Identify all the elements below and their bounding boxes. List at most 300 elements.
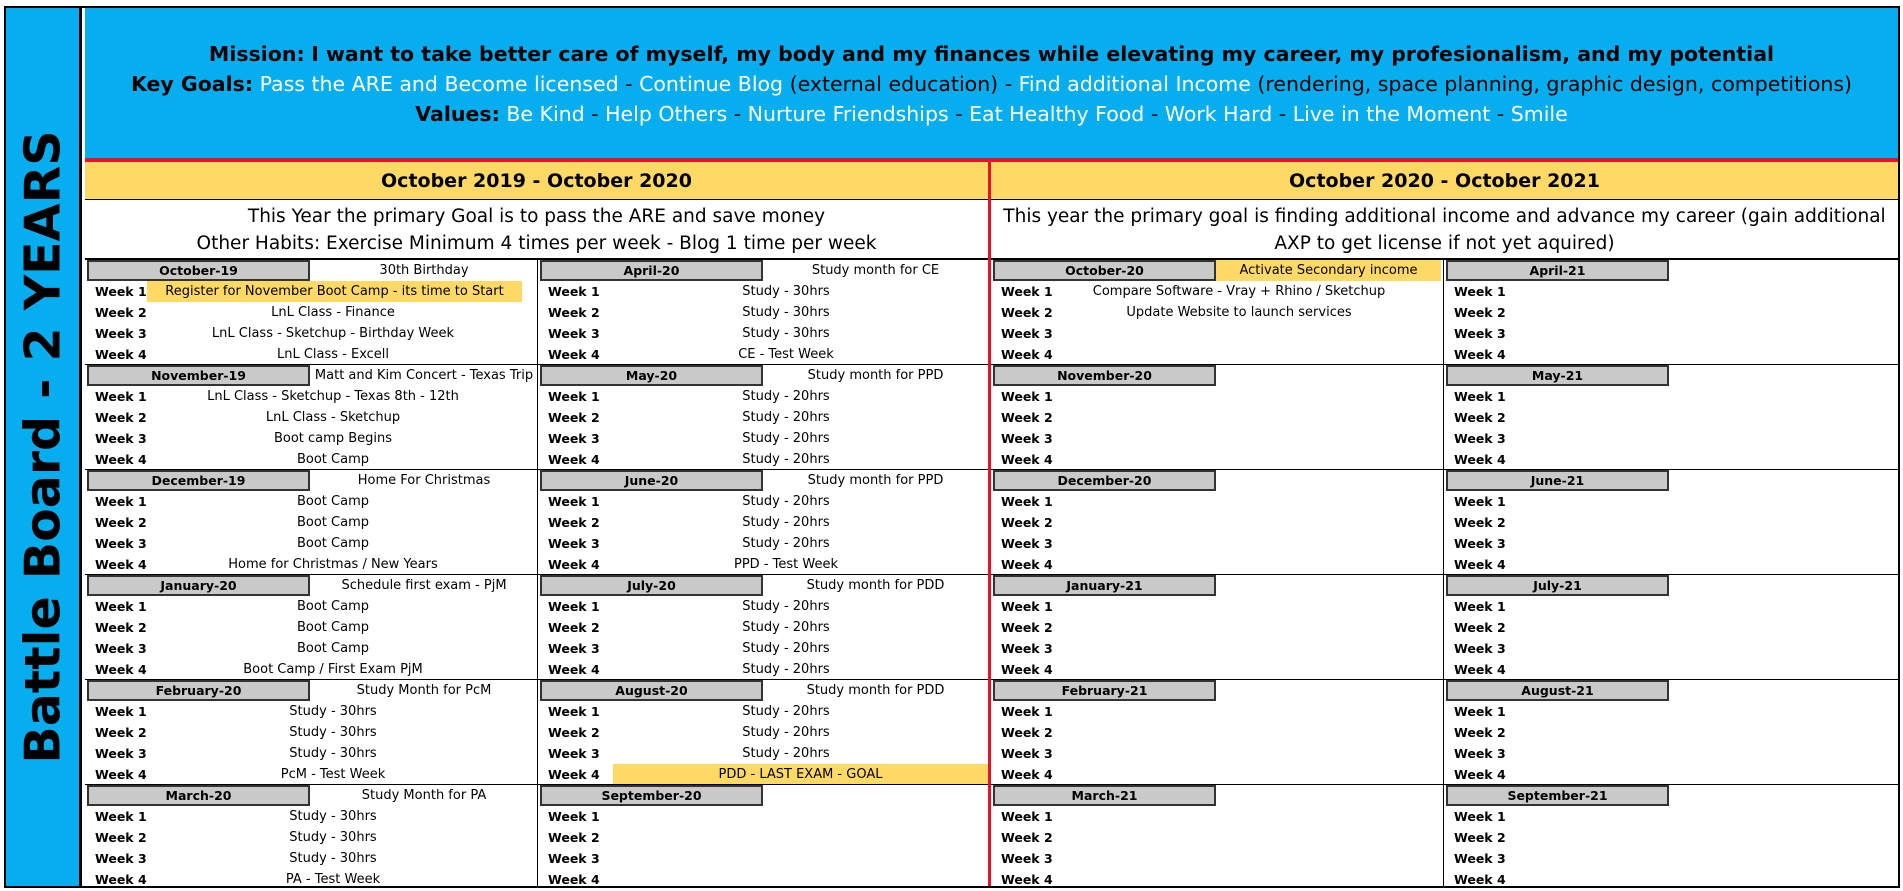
week-label: Week 1 [1454,389,1506,404]
month-name: May-21 [1446,365,1669,386]
month-block [1444,680,1898,785]
month-header [991,575,1444,596]
header-banner [85,8,1898,158]
week-label: Week 2 [1454,305,1506,320]
week-task [600,806,972,827]
month-header [991,785,1444,806]
highlight-phrase: Be Kind [506,102,585,126]
month-name: April-20 [540,260,763,281]
week-task: Study - 30hrs [289,809,377,824]
week-task: Study - 20hrs [742,725,830,740]
week-label: Week 3 [95,431,147,446]
column-divider [1443,260,1444,886]
week-row [991,722,1444,743]
week-task: Study - 30hrs [289,851,377,866]
month-note: Study month for PPD [807,473,944,488]
week-task: Study - 30hrs [742,284,830,299]
week-task [1506,806,1878,827]
week-label: Week 1 [1001,809,1053,824]
week-label: Week 3 [1454,536,1506,551]
week-row [991,827,1444,848]
week-row [991,407,1444,428]
week-row [991,512,1444,533]
separator-text: - [727,102,748,126]
week-label: Week 4 [1001,662,1053,677]
week-label: Week 1 [1001,284,1053,299]
week-row [1444,344,1898,365]
month-note: 30th Birthday [379,263,469,278]
week-row [1444,848,1898,869]
week-task [1053,617,1425,638]
week-label: Week 4 [1454,767,1506,782]
column-divider [537,260,538,886]
month-block [991,575,1444,680]
week-task: PPD - Test Week [734,557,838,572]
week-row [538,512,988,533]
week-row [538,449,988,470]
month-name: August-20 [540,680,763,701]
week-task [1053,407,1425,428]
month-header [538,470,988,491]
week-label: Week 3 [1001,431,1053,446]
year-goal-1 [85,200,988,260]
week-row [1444,764,1898,785]
week-label: Week 4 [95,347,147,362]
week-row [1444,596,1898,617]
month-note [1216,575,1444,596]
week-task [1506,764,1878,785]
week-label: Week 2 [1454,410,1506,425]
week-row [85,848,538,869]
month-note [763,785,988,806]
week-task: Boot Camp [296,641,369,656]
week-label: Week 3 [1454,851,1506,866]
highlight-phrase: Nurture Friendships [747,102,949,126]
separator-text: - [618,72,640,96]
month-header [85,365,538,386]
month-note [1216,785,1444,806]
week-row [85,554,538,575]
week-task: Study - 30hrs [742,305,830,320]
week-row [1444,281,1898,302]
week-task [1053,386,1425,407]
values-list [506,102,1567,126]
week-label: Week 4 [1454,452,1506,467]
week-label: Week 3 [548,641,600,656]
month-note [1216,365,1444,386]
week-row [991,848,1444,869]
month-name: July-20 [540,575,763,596]
week-task [1506,281,1878,302]
week-label: Week 1 [548,704,600,719]
week-row [85,617,538,638]
key-goals-list [260,72,1852,96]
week-label: Week 1 [95,494,147,509]
month-name: September-21 [1446,785,1669,806]
week-row [85,827,538,848]
week-label: Week 4 [95,872,147,887]
week-task: LnL Class - Sketchup - Birthday Week [211,326,455,341]
week-label: Week 4 [548,452,600,467]
week-label: Week 3 [1001,746,1053,761]
month-header [1444,680,1898,701]
week-row [85,281,538,302]
week-task: Study - 30hrs [289,725,377,740]
week-row [538,722,988,743]
week-row [85,869,538,890]
month-name: January-21 [993,575,1216,596]
mission-text: I want to take better care of myself, my body and my finances while elevating my career, my profesionalism, and my potential [311,42,1775,66]
week-label: Week 2 [1001,305,1053,320]
week-task [1506,428,1878,449]
month-note [1669,260,1898,281]
week-task [1053,848,1425,869]
week-label: Week 2 [548,620,600,635]
week-row [538,659,988,680]
month-block [85,680,538,785]
week-label: Week 2 [1001,515,1053,530]
week-label: Week 2 [95,830,147,845]
week-task: LnL Class - Excell [276,347,390,362]
highlight-phrase: Eat Healthy Food [969,102,1145,126]
week-task [1506,533,1878,554]
week-row [538,827,988,848]
week-label: Week 2 [1454,830,1506,845]
month-name: August-21 [1446,680,1669,701]
week-task [1506,323,1878,344]
week-task: Boot Camp [296,494,369,509]
week-task [1506,596,1878,617]
week-label: Week 1 [1454,599,1506,614]
week-task [1053,449,1425,470]
week-task [1053,806,1425,827]
week-task [1506,722,1878,743]
separator-text: - [948,102,970,126]
week-task [1053,533,1425,554]
week-label: Week 3 [548,431,600,446]
month-header [538,260,988,281]
week-row [991,533,1444,554]
week-label: Week 1 [95,389,147,404]
week-row [85,533,538,554]
week-label: Week 2 [548,410,600,425]
month-block [85,260,538,365]
week-task: Study - 30hrs [289,704,377,719]
week-row [538,281,988,302]
week-row [991,386,1444,407]
week-row [538,302,988,323]
week-label: Week 4 [1001,452,1053,467]
week-row [538,344,988,365]
week-task: Boot Camp [296,515,369,530]
week-task: LnL Class - Finance [271,305,395,320]
week-row [1444,554,1898,575]
week-label: Week 3 [95,746,147,761]
week-label: Week 1 [548,809,600,824]
week-task [600,848,972,869]
month-note: Study Month for PA [361,788,487,803]
month-block [991,785,1444,890]
month-name: October-19 [87,260,310,281]
year-goal-2 [991,200,1898,260]
week-task [1506,512,1878,533]
month-note [1669,470,1898,491]
week-row [991,743,1444,764]
month-block [538,785,988,890]
week-row [538,386,988,407]
week-label: Week 1 [95,704,147,719]
week-label: Week 3 [548,746,600,761]
month-block [85,365,538,470]
week-task [1053,743,1425,764]
year-goal-line: This year the primary goal is finding additional income and advance my career (gain additional [1003,206,1886,227]
week-label: Week 1 [548,284,600,299]
week-task [600,827,972,848]
month-name: July-21 [1446,575,1669,596]
highlight-phrase: Smile [1510,102,1568,126]
week-row [1444,449,1898,470]
week-label: Week 2 [1454,515,1506,530]
month-note: Study month for CE [811,263,940,278]
month-name: April-21 [1446,260,1669,281]
week-row [85,806,538,827]
week-task [1506,638,1878,659]
week-label: Week 2 [1001,410,1053,425]
week-row [85,512,538,533]
week-label: Week 2 [1001,725,1053,740]
week-label: Week 1 [548,494,600,509]
year-goal-line: Other Habits: Exercise Minimum 4 times per week - Blog 1 time per week [196,233,877,254]
month-block [538,260,988,365]
week-row [85,659,538,680]
year-goal-line: AXP to get license if not yet aquired) [1274,233,1615,254]
month-header [85,260,538,281]
separator-text: - [1490,102,1511,126]
week-task [1506,701,1878,722]
week-task [1053,764,1425,785]
week-label: Week 4 [548,767,600,782]
week-label: Week 3 [1454,641,1506,656]
week-task: PDD - LAST EXAM - GOAL [613,764,988,785]
week-row [538,428,988,449]
week-task: Boot Camp [296,452,369,467]
month-note [1669,680,1898,701]
highlight-phrase: Help Others [605,102,728,126]
week-task [1053,596,1425,617]
week-task: Study - 30hrs [289,830,377,845]
month-header [538,785,988,806]
highlight-phrase: Work Hard [1164,102,1273,126]
month-block [1444,785,1898,890]
week-label: Week 4 [1454,662,1506,677]
month-header [991,260,1444,281]
key-goals-label: Key Goals: [130,72,254,96]
week-row [85,323,538,344]
week-label: Week 1 [95,809,147,824]
week-label: Week 2 [1454,725,1506,740]
week-task [1506,827,1878,848]
separator-text: - [1144,102,1165,126]
week-row [1444,428,1898,449]
month-header [85,785,538,806]
week-label: Week 2 [548,305,600,320]
week-task: Study - 20hrs [742,641,830,656]
month-header [538,680,988,701]
month-name: June-21 [1446,470,1669,491]
week-row [85,428,538,449]
week-task [1053,827,1425,848]
week-label: Week 3 [1001,851,1053,866]
week-task: Study - 20hrs [742,620,830,635]
month-column [85,260,538,890]
week-label: Week 3 [1001,536,1053,551]
week-task: LnL Class - Sketchup - Texas 8th - 12th [207,389,459,404]
month-block [1444,365,1898,470]
week-label: Week 3 [1001,326,1053,341]
month-block [1444,575,1898,680]
week-task [1053,638,1425,659]
week-task [1053,344,1425,365]
month-header [991,470,1444,491]
week-task: Study - 20hrs [742,746,830,761]
month-note [1669,575,1898,596]
values-label: Values: [415,102,500,126]
battle-board [4,6,1900,888]
mission-line [85,39,1898,69]
week-task [1053,869,1425,890]
sidebar [6,8,82,886]
highlight-phrase: Find additional Income [1018,72,1251,96]
week-row [991,764,1444,785]
week-label: Week 1 [548,389,600,404]
week-label: Week 4 [548,662,600,677]
week-row [1444,827,1898,848]
week-row [85,701,538,722]
week-row [1444,701,1898,722]
week-row [1444,638,1898,659]
week-row [991,428,1444,449]
month-header [1444,785,1898,806]
week-label: Week 4 [1001,767,1053,782]
week-label: Week 1 [95,599,147,614]
month-header [85,575,538,596]
week-row [991,281,1444,302]
week-task: Boot Camp / First Exam PjM [243,662,423,677]
month-block [538,470,988,575]
week-task [1506,302,1878,323]
week-label: Week 3 [95,536,147,551]
month-column [1444,260,1898,890]
month-header [85,680,538,701]
week-row [85,722,538,743]
week-row [85,743,538,764]
week-label: Week 2 [95,725,147,740]
week-task [1506,743,1878,764]
week-row [991,491,1444,512]
week-label: Week 1 [1454,494,1506,509]
week-task [1053,428,1425,449]
week-label: Week 3 [1001,641,1053,656]
week-task: CE - Test Week [738,347,834,362]
month-block [538,575,988,680]
week-task [1053,722,1425,743]
week-row [991,302,1444,323]
week-row [991,701,1444,722]
week-label: Week 1 [1454,809,1506,824]
month-note: Schedule first exam - PjM [341,578,507,593]
month-column [538,260,988,890]
week-row [85,596,538,617]
week-row [538,638,988,659]
week-row [1444,743,1898,764]
week-task: Compare Software - Vray + Rhino / Sketchup [1092,284,1386,299]
month-note: Study month for PPD [807,368,944,383]
month-block [991,365,1444,470]
month-note: Home For Christmas [357,473,491,488]
month-name: December-19 [87,470,310,491]
separator-text: (external education) - [783,72,1019,96]
week-row [85,449,538,470]
week-row [991,659,1444,680]
week-label: Week 4 [1454,557,1506,572]
month-block [1444,470,1898,575]
month-note [1216,680,1444,701]
week-row [538,407,988,428]
week-label: Week 4 [548,872,600,887]
year-goal-line: This Year the primary Goal is to pass the ARE and save money [247,206,826,227]
week-label: Week 1 [95,284,147,299]
week-label: Week 1 [1001,494,1053,509]
month-header [1444,365,1898,386]
week-task [1506,554,1878,575]
week-label: Week 3 [1454,326,1506,341]
week-row [1444,386,1898,407]
board-title: Battle Board - 2 YEARS [14,130,71,764]
month-block [85,575,538,680]
week-label: Week 1 [548,599,600,614]
week-label: Week 3 [1454,431,1506,446]
week-row [1444,806,1898,827]
week-row [991,449,1444,470]
week-task: Study - 20hrs [742,515,830,530]
week-row [1444,302,1898,323]
week-row [1444,512,1898,533]
month-name: November-20 [993,365,1216,386]
separator-text: - [1272,102,1293,126]
month-note [1669,785,1898,806]
week-task [1506,449,1878,470]
highlight-phrase: Live in the Moment [1292,102,1491,126]
week-row [538,701,988,722]
month-header [1444,260,1898,281]
month-note [1669,365,1898,386]
week-task [1506,407,1878,428]
highlight-phrase: Continue Blog [639,72,784,96]
week-task [1506,659,1878,680]
week-label: Week 2 [95,305,147,320]
week-task: Boot Camp [296,620,369,635]
week-task [1506,617,1878,638]
month-name: December-20 [993,470,1216,491]
week-row [538,533,988,554]
week-row [538,491,988,512]
week-row [538,743,988,764]
month-name: October-20 [993,260,1216,281]
week-row [538,764,988,785]
week-label: Week 1 [1001,704,1053,719]
month-note [1216,470,1444,491]
week-label: Week 3 [95,326,147,341]
